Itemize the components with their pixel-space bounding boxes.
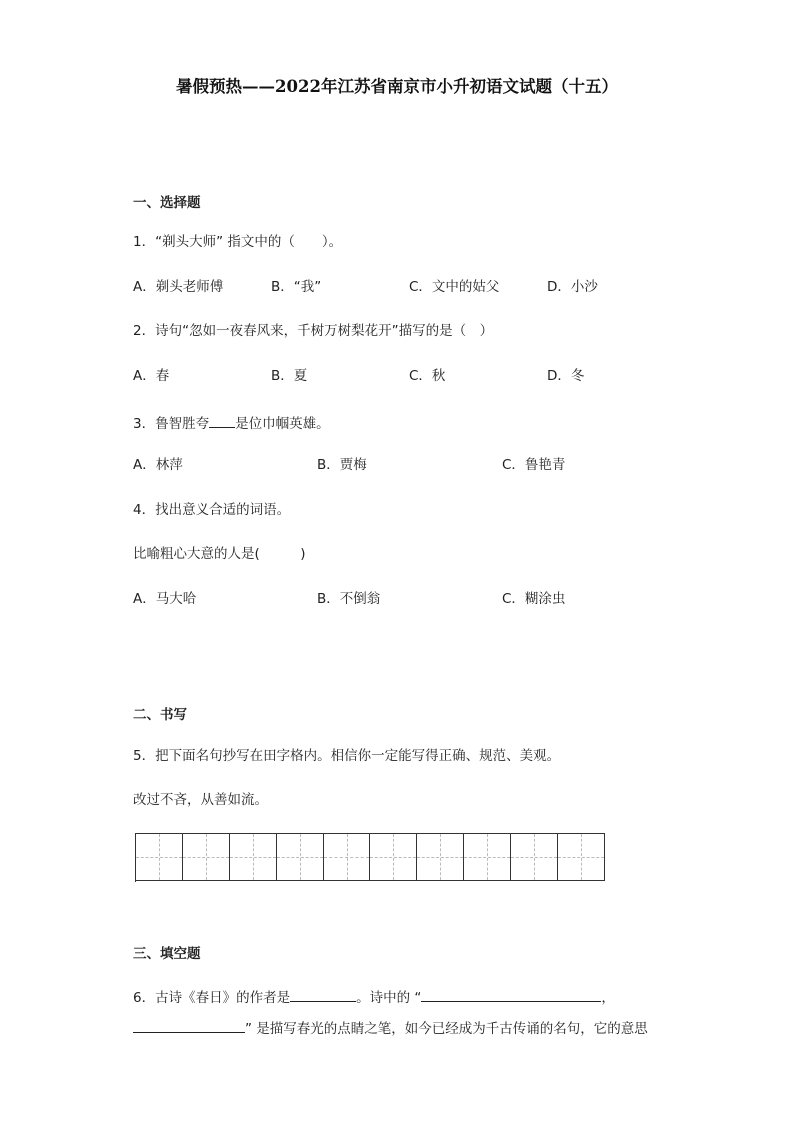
tianzige-writing-grid[interactable] (135, 833, 605, 882)
q3-stem-after: 是位巾帼英雄。 (235, 416, 330, 432)
q3-option-b: B．贾梅 (317, 457, 367, 473)
grid-cell[interactable] (417, 834, 464, 881)
q3-option-a: A．林萍 (133, 457, 183, 473)
q1-option-c: C．文中的姑父 (409, 279, 500, 295)
grid-cell[interactable] (558, 834, 605, 881)
q2-option-a: A．春 (133, 368, 170, 384)
q1-option-b: B．“我” (271, 279, 322, 295)
section-heading-writing: 二、书写 (133, 707, 187, 723)
grid-cell[interactable] (230, 834, 277, 881)
question-6-line-2 (133, 1018, 648, 1037)
question-5-stem: 5．把下面名句抄写在田字格内。相信你一定能写得正确、规范、美观。 (133, 748, 561, 764)
q3-stem-before: 3．鲁智胜夸 (133, 416, 210, 432)
q6-part-2: 。诗中的 “ (356, 990, 422, 1006)
question-4-sub: 比喻粗心大意的人是( ) (133, 546, 306, 562)
grid-cell[interactable] (324, 834, 371, 881)
question-3-stem (133, 413, 330, 432)
question-2-stem: 2．诗句“忽如一夜春风来，千树万树梨花开”描写的是（ ） (133, 323, 494, 339)
q1-option-d: D．小沙 (547, 279, 598, 295)
grid-cell[interactable] (277, 834, 324, 881)
q2-option-c: C．秋 (409, 368, 446, 384)
section-heading-choice: 一、选择题 (133, 195, 201, 211)
q6-author-blank[interactable] (290, 987, 356, 1002)
q4-option-c: C．糊涂虫 (502, 591, 566, 607)
q3-answer-blank[interactable] (209, 413, 235, 428)
question-4-stem: 4．找出意义合适的词语。 (133, 502, 291, 518)
question-6-line-1 (133, 987, 615, 1006)
grid-cell[interactable] (464, 834, 511, 881)
q2-option-b: B．夏 (271, 368, 308, 384)
grid-cell[interactable] (511, 834, 558, 881)
q4-option-a: A．马大哈 (133, 591, 197, 607)
q6-part-4: ” 是描写春光的点睛之笔，如今已经成为千古传诵的名句，它的意思 (245, 1021, 648, 1037)
question-5-sentence: 改过不吝，从善如流。 (133, 792, 268, 808)
q6-line2-blank[interactable] (133, 1018, 245, 1033)
q6-part-3: ， (601, 990, 615, 1006)
section-heading-fill-blank: 三、填空题 (133, 946, 201, 962)
q1-option-a: A．剃头老师傅 (133, 279, 224, 295)
q6-line1-blank[interactable] (421, 987, 601, 1002)
q3-option-c: C．鲁艳青 (502, 457, 566, 473)
grid-cell[interactable] (370, 834, 417, 881)
grid-cell[interactable] (183, 834, 230, 881)
question-1-stem: 1．“剃头大师” 指文中的（ ）。 (133, 234, 343, 250)
q4-option-b: B．不倒翁 (317, 591, 381, 607)
page-title: 暑假预热——2022年江苏省南京市小升初语文试题（十五） (176, 77, 618, 96)
q2-option-d: D．冬 (547, 368, 585, 384)
q6-part-1: 6．古诗《春日》的作者是 (133, 990, 291, 1006)
grid-cell[interactable] (136, 834, 183, 881)
